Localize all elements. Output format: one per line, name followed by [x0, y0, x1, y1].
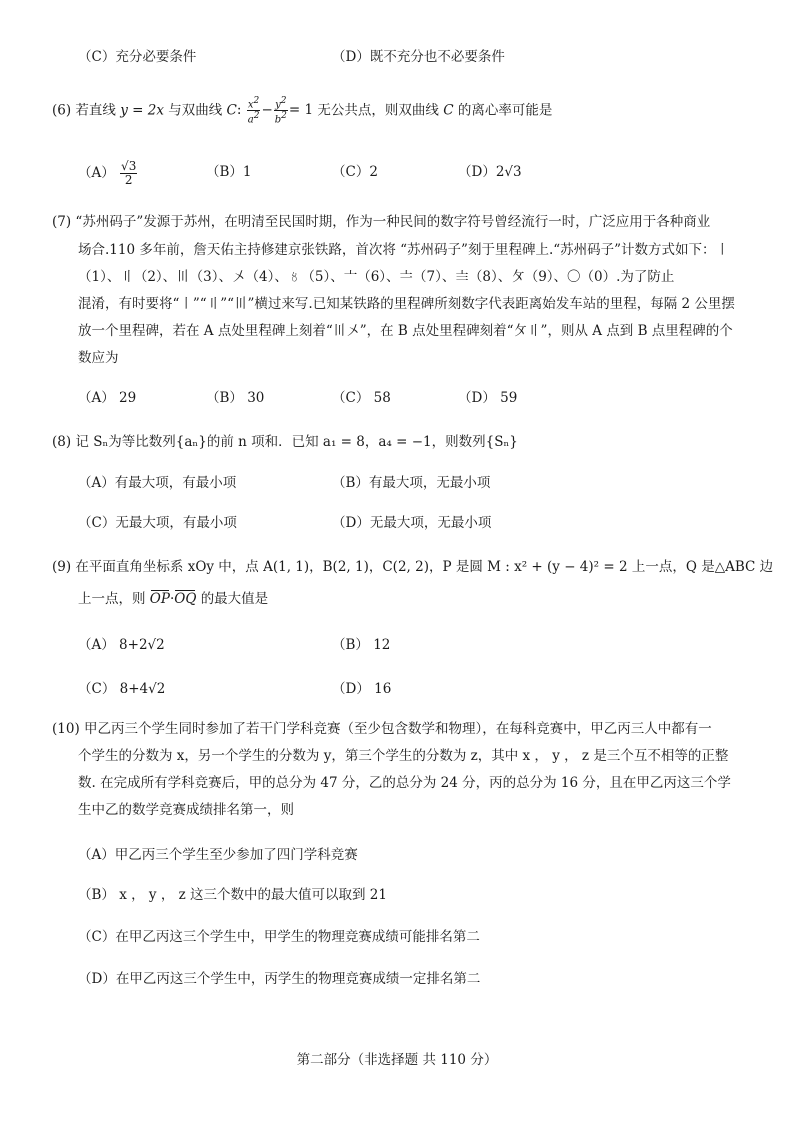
section-footer-title: 第二部分（非选择题 共 110 分）: [296, 1052, 498, 1068]
q8-option-b: （B）有最大项，无最小项: [332, 475, 491, 491]
q10-line-2: 个学生的分数为 x，另一个学生的分数为 y，第三个学生的分数为 z，其中 x ， y ， z 是三个互不相等的正整: [78, 748, 729, 764]
q6-option-a-label: （A）: [78, 165, 115, 181]
q6-option-c: （C）2: [332, 164, 378, 180]
q10-line-1: (10) 甲乙丙三个学生同时参加了若干门学科竞赛（至少包含数学和物理），在每科竞赛中，甲乙丙三人中都有一: [52, 721, 712, 737]
q6-stem: [52, 96, 552, 126]
q9-line-1: (9) 在平面直角坐标系 xOy 中，点 A(1, 1)，B(2, 1)，C(2, 2)，P 是圆 M : x² + (y − 4)² = 2 上一点，Q 是△ABC 边: [52, 559, 774, 575]
q7-line-1: (7) “苏州码子”发源于苏州，在明清至民国时期，作为一种民间的数字符号曾经流行一时，广泛应用于各种商业: [52, 214, 711, 230]
q9-vector-op: OP: [149, 591, 170, 607]
q6-curve-name: C: [226, 102, 237, 119]
q6-stem-post: 无公共点，则双曲线: [317, 102, 439, 119]
q9-option-d: （D） 16: [332, 681, 392, 697]
q5-option-d: （D）既不充分也不必要条件: [332, 49, 505, 65]
q7-option-c: （C） 58: [332, 390, 391, 406]
q10-option-a: （A）甲乙丙三个学生至少参加了四门学科竞赛: [78, 847, 358, 863]
q10-option-b: （B） x ， y ， z 这三个数中的最大值可以取到 21: [78, 887, 387, 903]
q6-option-b: （B）1: [206, 164, 252, 180]
q6-hyperbola-equation: : $\frac{x^2}{a^2}$ − $\frac{y^2}{b^2}$ = 1: [236, 96, 314, 126]
q6-stem-mid: 与双曲线: [168, 102, 223, 119]
q6-option-a-fraction: $\frac{√3}{2}$: [121, 159, 137, 187]
q10-option-c: （C）在甲乙丙这三个学生中，甲学生的物理竞赛成绩可能排名第二: [78, 929, 480, 945]
q7-option-a: （A） 29: [78, 390, 137, 406]
q6-line-equation: y = 2x: [120, 102, 164, 119]
q9-line-2-post: 的最大值是: [200, 591, 269, 607]
q6-stem-pre: (6) 若直线: [52, 102, 116, 119]
q7-option-d: （D） 59: [458, 390, 518, 406]
q5-option-c: （C）充分必要条件: [78, 49, 197, 65]
q6-option-d: [458, 162, 522, 182]
q6-stem-post2: 的离心率可能是: [457, 102, 553, 119]
q9-line-2: [78, 589, 268, 609]
q7-line-2: 场合.110 多年前，詹天佑主持修建京张铁路，首次将 “苏州码子”刻于里程碑上.“苏州码子”计数方式如下：〡: [78, 242, 730, 258]
q9-option-b: （B） 12: [332, 637, 391, 653]
q9-option-a: （A） 8+2√2: [78, 637, 165, 653]
q8-option-a: （A）有最大项，有最小项: [78, 475, 237, 491]
q9-vector-oq: OQ: [174, 591, 197, 607]
q8-option-c: （C）无最大项，有最小项: [78, 515, 237, 531]
q7-line-6: 数应为: [78, 350, 119, 366]
q9-line-2-pre: 上一点，则: [78, 591, 146, 607]
q7-line-3: （1）、〢（2）、〣（3）、〤（4）、〥（5）、〦（6）、〧（7）、〨（8）、〩（9）、〇（0）.为了防止: [78, 269, 675, 285]
q8-stem: (8) 记 Sₙ为等比数列{aₙ}的前 n 项和．已知 a₁ = 8，a₄ = −1，则数列{Sₙ}: [52, 434, 518, 450]
q8-option-d: （D）无最大项，无最小项: [332, 515, 492, 531]
q7-line-5: 放一个里程碑，若在 A 点处里程碑上刻着“〣〤”，在 B 点处里程碑刻着“〩〢”，则从 A 点到 B 点里程碑的个: [78, 323, 733, 339]
q9-option-c: （C） 8+4√2: [78, 681, 166, 697]
q10-line-4: 生中乙的数学竞赛成绩排名第一，则: [78, 802, 294, 818]
q7-option-b: （B） 30: [206, 390, 265, 406]
q7-line-4: 混淆，有时要将“〡”“〢”“〣”横过来写.已知某铁路的里程碑所刻数字代表距离始发车站的里程，每隔 2 公里摆: [78, 296, 735, 312]
q10-line-3: 数. 在完成所有学科竞赛后，甲的总分为 47 分，乙的总分为 24 分，丙的总分为 16 分，且在甲乙丙这三个学: [78, 775, 731, 791]
q9-dot: ·: [169, 591, 175, 607]
q10-option-d: （D）在甲乙丙这三个学生中，丙学生的物理竞赛成绩一定排名第二: [78, 971, 481, 987]
q6-option-a: [78, 160, 138, 187]
q6-option-d-value: 2√3: [495, 164, 522, 180]
q6-curve-name-2: C: [443, 102, 454, 119]
q6-option-d-label: （D）: [458, 164, 496, 180]
